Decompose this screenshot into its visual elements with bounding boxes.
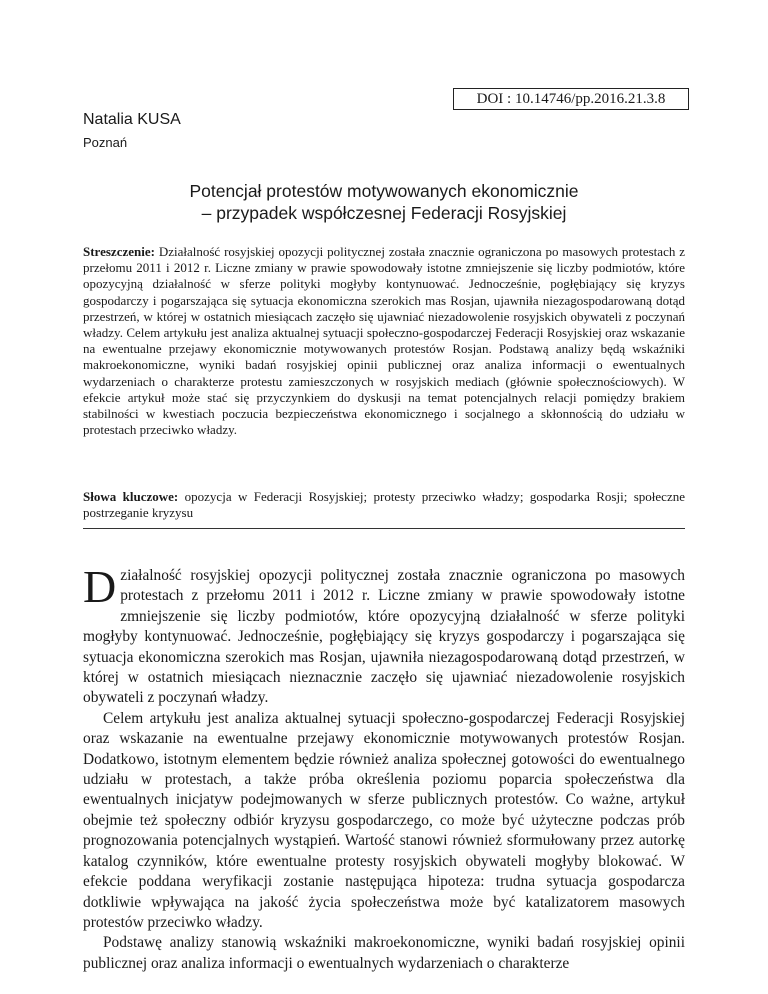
keywords-label: Słowa kluczowe: xyxy=(83,489,179,504)
abstract-label: Streszczenie: xyxy=(83,244,155,259)
abstract xyxy=(83,244,685,438)
section-divider xyxy=(83,528,685,529)
drop-cap: D xyxy=(83,561,117,612)
article-body xyxy=(83,561,685,974)
keywords-text: opozycja w Federacji Rosyjskiej; protesty przeciwko władzy; gospodarka Rosji; społeczne postrzeganie kryzysu xyxy=(83,489,685,521)
abstract-text: Działalność rosyjskiej opozycji politycznej została znacznie ograniczona po masowych protestach z przełomu 2011 i 2012 r. Liczne zmiany w prawie spowodowały istotne zmniejszenie się liczby podmiotów, które opozycyjną działalność w sferze polityki mogłyby kontynuować. Jednocześnie, pogłębiający się kryzys gospodarczy i pogarszająca się sytuacja ekonomiczna szerokich mas Rosjan, ujawniła niezagospodarowaną dotąd przestrzeń, w której w ostatnich miesiącach zaczęło się ujawniać niezadowolenie rosyjskich obywateli z poczynań władzy. Celem artykułu jest analiza aktualnej sytuacji społeczno-gospodarczej Federacji Rosyjskiej oraz wskazanie na ewentualne przejawy ekonomicznie motywowanych protestów Rosjan. Podstawą analizy będą wskaźniki makroekonomiczne, wyniki badań rosyjskiej opinii publicznej oraz analiza informacji o ewentualnych wydarzeniach o charakterze protestu zamieszczonych w rosyjskich mediach (głównie społecznościowych). W efekcie artykuł może stać się przyczynkiem do dyskusji na temat potencjalnych relacji pomiędzy brakiem stabilności w kwestiach poczucia bezpieczeństwa ekonomicznego i socjalnego a skłonnością do udziału w protestach przeciwko władzy. xyxy=(83,244,685,438)
title-line-2: – przypadek współczesnej Federacji Rosyjskiej xyxy=(201,203,567,223)
article-title xyxy=(83,180,685,224)
author-affiliation: Poznań xyxy=(83,135,128,150)
body-paragraph-1 xyxy=(83,561,685,709)
title-line-1: Potencjał protestów motywowanych ekonomicznie xyxy=(189,181,579,201)
author-name: Natalia KUSA xyxy=(83,111,181,128)
doi-box: DOI : 10.14746/pp.2016.21.3.8 xyxy=(453,88,689,110)
body-paragraph-2: Celem artykułu jest analiza aktualnej sytuacji społeczno-gospodarczej Federacji Rosyjskiej oraz wskazanie na ewentualne przejawy ekonomicznie motywowanych protestów Rosjan. Dodatkowo, istotnym elementem będzie również analiza społecznej gotowości do ewentualnego udziału w protestach, a także próba określenia poziomu poparcia społeczeństwa dla ewentualnych inicjatyw podejmowanych w sferze publicznych protestów. Co ważne, artykuł obejmie też społeczny odbiór kryzysu gospodarczego, co może być użyteczne podczas prób prognozowania potencjalnych wystąpień. Wartość stanowi również sformułowany przez autorkę katalog czynników, które ewentualne protesty rosyjskich obywateli mogłyby blokować. W efekcie poddana weryfikacji zostanie następująca hipoteza: trudna sytuacja gospodarcza dotkliwie wpływająca na jakość życia społeczeństwa może być katalizatorem masowych protestów przeciwko władzy. xyxy=(83,709,685,931)
body-paragraph-3: Podstawę analizy stanowią wskaźniki makroekonomiczne, wyniki badań rosyjskiej opinii publicznej oraz analiza informacji o ewentualnych wydarzeniach o charakterze xyxy=(83,934,685,972)
keywords xyxy=(83,489,685,521)
body-paragraph-1-text: ziałalność rosyjskiej opozycji politycznej została znacznie ograniczona po masowych protestach z przełomu 2011 i 2012 r. Liczne zmiany w prawie spowodowały istotne zmniejszenie się liczby podmiotów, które opozycyjną działalność w sferze polityki mogłyby kontynuować. Jednocześnie, pogłębiający się kryzys gospodarczy i pogarszająca się sytuacja ekonomiczna szerokich mas Rosjan, ujawniła niezagospodarowaną dotąd przestrzeń, w której w ostatnich miesiącach nieznacznie zaczęło się ujawniać niezadowolenie rosyjskich obywateli z poczynań władzy. xyxy=(83,567,685,707)
